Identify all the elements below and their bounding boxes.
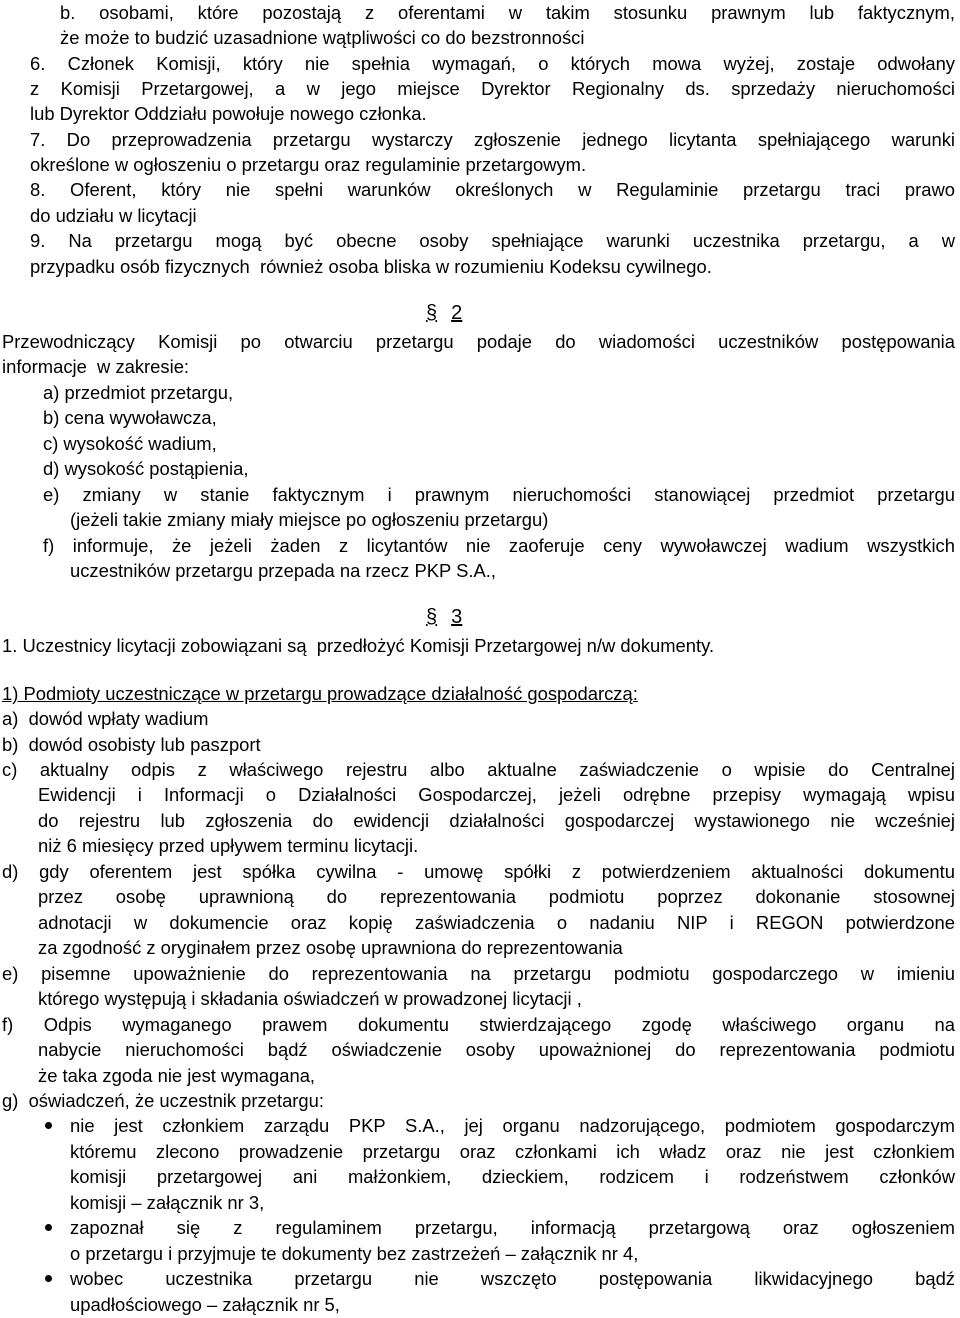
section-3-intro: 1. Uczestnicy licytacji zobowiązani są przedłożyć Komisji Przetargowej n/w dokumenty. [2,635,715,656]
section-sign-icon: § [426,606,438,628]
section-3-item-c-line-3: do rejestru lub zgłoszenia do ewidencji działalności gospodarczej wystawionego nie wcześniej [38,810,955,831]
point-8-line-1: 8. Oferent, który nie spełni warunków określonych w Regulaminie przetargu traci prawo [30,179,955,200]
point-9-line-1: 9. Na przetargu mogą być obecne osoby spełniające warunki uczestnika przetargu, a w [30,230,955,251]
bullet-2-line-1: zapoznał się z regulaminem przetargu, informacją przetargową oraz ogłoszeniem [70,1217,955,1238]
section-2-heading: § 2 [426,302,463,324]
section-2-item-f-line-1: f) informuje, że jeżeli żaden z licytantów nie zaoferuje ceny wywoławczej wadium wszystkich [43,535,955,556]
section-2-item-c: c) wysokość wadium, [43,433,217,454]
section-3-item-c-line-1: c) aktualny odpis z właściwego rejestru albo aktualne zaświadczenie o wpisie do Centralnej [2,759,955,780]
point-8-line-2: do udziału w licytacji [30,205,197,226]
section-3-subheading: 1) Podmioty uczestniczące w przetargu prowadzące działalność gospodarczą: [2,683,638,704]
point-7-line-2: określone w ogłoszeniu o przetargu oraz regulaminie przetargowym. [30,154,587,175]
bullet-3-line-2: upadłościowego – załącznik nr 5, [70,1294,340,1315]
bullet-2-line-2: o przetargu i przyjmuje te dokumenty bez zastrzeżeń – załącznik nr 4, [70,1243,639,1264]
section-3-item-a: a) dowód wpłaty wadium [2,708,209,729]
bullet-1-line-1: nie jest członkiem zarządu PKP S.A., jej organu nadzorującego, podmiotem gospodarczym [70,1115,955,1136]
section-2-item-d: d) wysokość postąpienia, [43,458,249,479]
point-9-line-2: przypadku osób fizycznych również osoba bliska w rozumieniu Kodeksu cywilnego. [30,256,712,277]
bullet-1-line-2: któremu zlecono prowadzenie przetargu oraz członkami ich władz oraz nie jest członkiem [70,1141,955,1162]
section-3-item-d-line-4: za zgodność z oryginałem przez osobę uprawniona do reprezentowania [38,937,623,958]
section-2-intro-line-1: Przewodniczący Komisji po otwarciu przetargu podaje do wiadomości uczestników postępowania [2,331,955,352]
point-6-line-1: 6. Członek Komisji, który nie spełnia wymagań, o których mowa wyżej, zostaje odwołany [30,53,955,74]
section-3-item-f-line-2: nabycie nieruchomości bądź oświadczenie osoby upoważnionej do reprezentowania podmiotu [38,1039,955,1060]
bullet-icon [45,1122,52,1129]
section-3-item-c-line-2: Ewidencji i Informacji o Działalności Gospodarczej, jeżeli odrębne przepisy wymagają wpisu [38,784,955,805]
section-2-item-f-line-2: uczestników przetargu przepada na rzecz PKP S.A., [70,560,496,581]
section-2-item-b: b) cena wywoławcza, [43,407,217,428]
point-6-line-2: z Komisji Przetargowej, a w jego miejsce Dyrektor Regionalny ds. sprzedaży nieruchomości [30,78,955,99]
bullet-3-line-1: wobec uczestnika przetargu nie wszczęto postępowania likwidacyjnego bądź [70,1268,955,1289]
section-2-item-e-line-2: (jeżeli takie zmiany miały miejsce po ogłoszeniu przetargu) [70,509,549,530]
section-3-heading: § 3 [426,606,463,628]
bullet-icon [45,1224,52,1231]
section-3-item-d-line-2: przez osobę uprawnioną do reprezentowania podmiotu poprzez dokonanie stosownej [38,886,955,907]
bullet-1-line-3: komisji przetargowej ani małżonkiem, dzieckiem, rodzicem i rodzeństwem członków [70,1166,955,1187]
section-3-item-g: g) oświadczeń, że uczestnik przetargu: [2,1090,324,1111]
point-6-line-3: lub Dyrektor Oddziału powołuje nowego członka. [30,103,427,124]
item-b-line-2: że może to budzić uzasadnione wątpliwości co do bezstronności [60,27,585,48]
section-3-item-d-line-1: d) gdy oferentem jest spółka cywilna - umowę spółki z potwierdzeniem aktualności dokumentu [2,861,955,882]
section-3-item-d-line-3: adnotacji w dokumencie oraz kopię zaświadczenia o nadaniu NIP i REGON potwierdzone [38,912,955,933]
section-3-item-f-line-1: f) Odpis wymaganego prawem dokumentu stwierdzającego zgodę właściwego organu na [2,1014,955,1035]
section-3-item-b: b) dowód osobisty lub paszport [2,734,261,755]
point-7-line-1: 7. Do przeprowadzenia przetargu wystarczy zgłoszenie jednego licytanta spełniającego warunki [30,129,955,150]
item-b-line-1: b. osobami, które pozostają z oferentami w takim stosunku prawnym lub faktycznym, [60,2,955,23]
section-2-intro-line-2: informacje w zakresie: [2,356,190,377]
section-3-item-c-line-4: niż 6 miesięcy przed upływem terminu licytacji. [38,835,419,856]
section-3-item-e-line-1: e) pisemne upoważnienie do reprezentowania na przetargu podmiotu gospodarczego w imieniu [2,963,955,984]
bullet-1-line-4: komisji – załącznik nr 3, [70,1192,265,1213]
section-sign-icon: § [426,302,438,324]
section-2-item-a: a) przedmiot przetargu, [43,382,234,403]
section-3-item-e-line-2: którego występują i składania oświadczeń w prowadzonej licytacji , [38,988,582,1009]
bullet-icon [45,1275,52,1282]
section-3-item-f-line-3: że taka zgoda nie jest wymagana, [38,1065,316,1086]
section-2-item-e-line-1: e) zmiany w stanie faktycznym i prawnym nieruchomości stanowiącej przedmiot przetargu [43,484,955,505]
